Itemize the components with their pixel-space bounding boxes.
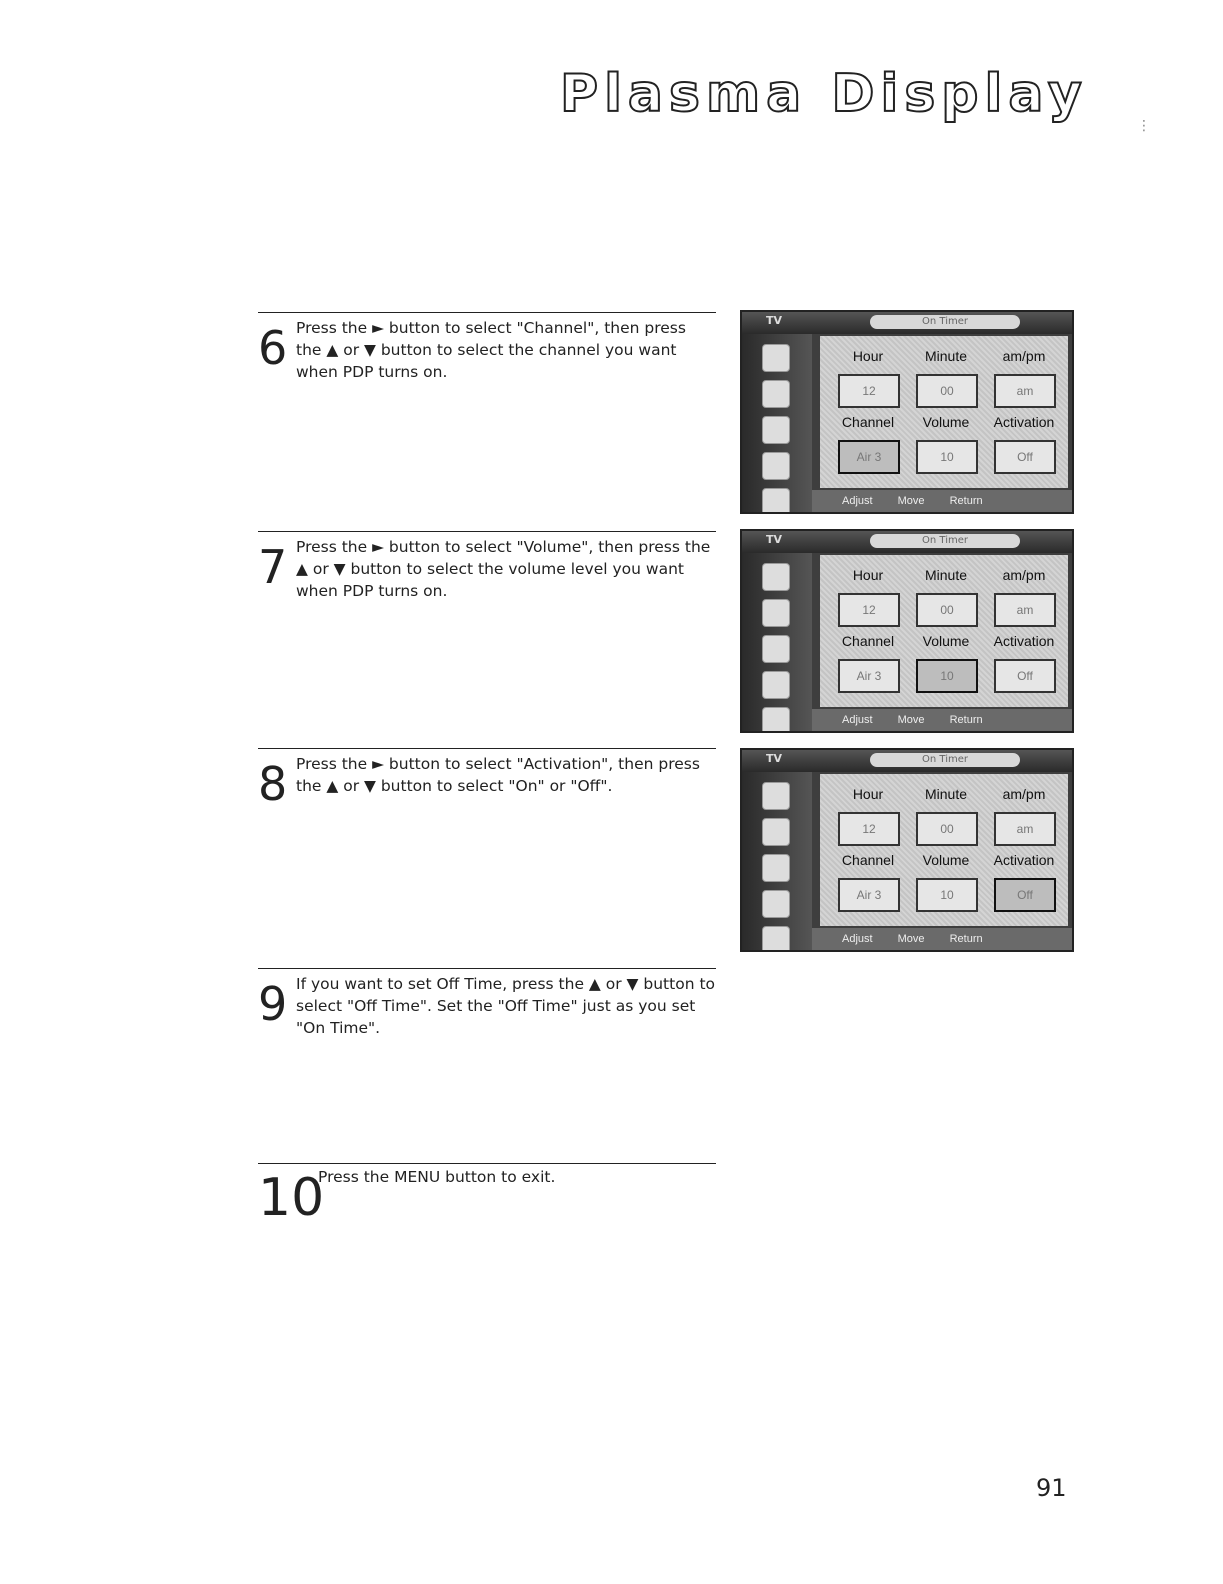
setup-icon <box>762 452 790 480</box>
activation-label: Activation <box>993 633 1055 649</box>
step-number: 8 <box>258 757 288 811</box>
channel-label: Channel <box>841 852 895 868</box>
ampm-field[interactable]: am <box>994 593 1056 627</box>
ampm-label: am/pm <box>1002 786 1046 802</box>
minute-field[interactable]: 00 <box>916 593 978 627</box>
osd-timer-panel <box>820 774 1068 926</box>
osd-footer <box>812 490 1072 512</box>
volume-field[interactable]: 10 <box>916 878 978 912</box>
step-8 <box>258 748 716 809</box>
step-9 <box>258 968 716 1049</box>
sound-icon <box>762 380 790 408</box>
input-icon <box>762 707 790 733</box>
activation-label: Activation <box>993 414 1055 430</box>
adjust-hint: Adjust <box>842 495 873 507</box>
return-hint: Return <box>949 714 983 726</box>
step-number: 10 <box>258 1168 325 1228</box>
page-number: 91 <box>1036 1474 1067 1502</box>
channel-label: Channel <box>841 414 895 430</box>
volume-field[interactable]: 10 <box>916 659 978 693</box>
move-hint: Move <box>897 714 925 726</box>
activation-field[interactable]: Off <box>994 659 1056 693</box>
ampm-field[interactable]: am <box>994 812 1056 846</box>
volume-label: Volume <box>922 852 970 868</box>
minute-field[interactable]: 00 <box>916 374 978 408</box>
osd-menu-icons <box>742 772 812 950</box>
minute-label: Minute <box>924 348 968 364</box>
setup-icon <box>762 890 790 918</box>
move-hint: Move <box>897 495 925 507</box>
input-icon <box>762 926 790 952</box>
step-text: If you want to set Off Time, press the ▲ or ▼ button to select "Off Time". Set the "Off Time" just as you set "On Time". <box>296 975 715 1037</box>
channel-icon <box>762 635 790 663</box>
hour-label: Hour <box>852 348 884 364</box>
hour-field[interactable]: 12 <box>838 593 900 627</box>
minute-label: Minute <box>924 567 968 583</box>
osd-title: On Timer <box>870 753 1020 767</box>
step-text: Press the ► button to select "Volume", then press the ▲ or ▼ button to select the volume level you want when PDP turns on. <box>296 538 711 600</box>
channel-field[interactable]: Air 3 <box>838 878 900 912</box>
channel-label: Channel <box>841 633 895 649</box>
adjust-hint: Adjust <box>842 714 873 726</box>
step-text: Press the ► button to select "Activation", then press the ▲ or ▼ button to select "On" or "Off". <box>296 755 700 795</box>
ampm-label: am/pm <box>1002 567 1046 583</box>
osd-title-bar <box>742 531 1072 553</box>
minute-field[interactable]: 00 <box>916 812 978 846</box>
corner-mark: ⋮ <box>1137 118 1151 134</box>
osd-screenshot-volume <box>740 529 1074 733</box>
step-number: 9 <box>258 977 288 1031</box>
return-hint: Return <box>949 495 983 507</box>
osd-footer <box>812 928 1072 950</box>
minute-label: Minute <box>924 786 968 802</box>
osd-tv-label: TV <box>766 314 783 327</box>
hour-label: Hour <box>852 786 884 802</box>
adjust-hint: Adjust <box>842 933 873 945</box>
step-number: 6 <box>258 321 288 375</box>
osd-screenshot-activation <box>740 748 1074 952</box>
hour-field[interactable]: 12 <box>838 374 900 408</box>
osd-title-bar <box>742 312 1072 334</box>
channel-field[interactable]: Air 3 <box>838 659 900 693</box>
osd-footer <box>812 709 1072 731</box>
step-7 <box>258 531 716 612</box>
osd-screenshot-channel <box>740 310 1074 514</box>
return-hint: Return <box>949 933 983 945</box>
osd-timer-panel <box>820 555 1068 707</box>
osd-tv-label: TV <box>766 752 783 765</box>
step-10 <box>258 1163 716 1228</box>
page-header-title: Plasma Display <box>560 64 1088 124</box>
activation-field[interactable]: Off <box>994 440 1056 474</box>
sound-icon <box>762 599 790 627</box>
volume-field[interactable]: 10 <box>916 440 978 474</box>
hour-field[interactable]: 12 <box>838 812 900 846</box>
osd-tv-label: TV <box>766 533 783 546</box>
activation-label: Activation <box>993 852 1055 868</box>
channel-icon <box>762 854 790 882</box>
input-icon <box>762 488 790 514</box>
osd-menu-icons <box>742 553 812 731</box>
ampm-label: am/pm <box>1002 348 1046 364</box>
osd-title: On Timer <box>870 315 1020 329</box>
picture-icon <box>762 563 790 591</box>
ampm-field[interactable]: am <box>994 374 1056 408</box>
volume-label: Volume <box>922 633 970 649</box>
osd-menu-icons <box>742 334 812 512</box>
step-text: Press the ► button to select "Channel", then press the ▲ or ▼ button to select the channel you want when PDP turns on. <box>296 319 686 381</box>
osd-title: On Timer <box>870 534 1020 548</box>
channel-field[interactable]: Air 3 <box>838 440 900 474</box>
osd-title-bar <box>742 750 1072 772</box>
activation-field[interactable]: Off <box>994 878 1056 912</box>
picture-icon <box>762 344 790 372</box>
move-hint: Move <box>897 933 925 945</box>
step-number: 7 <box>258 540 288 594</box>
channel-icon <box>762 416 790 444</box>
volume-label: Volume <box>922 414 970 430</box>
picture-icon <box>762 782 790 810</box>
osd-timer-panel <box>820 336 1068 488</box>
hour-label: Hour <box>852 567 884 583</box>
step-6 <box>258 312 716 393</box>
step-text: Press the MENU button to exit. <box>318 1168 556 1186</box>
setup-icon <box>762 671 790 699</box>
sound-icon <box>762 818 790 846</box>
